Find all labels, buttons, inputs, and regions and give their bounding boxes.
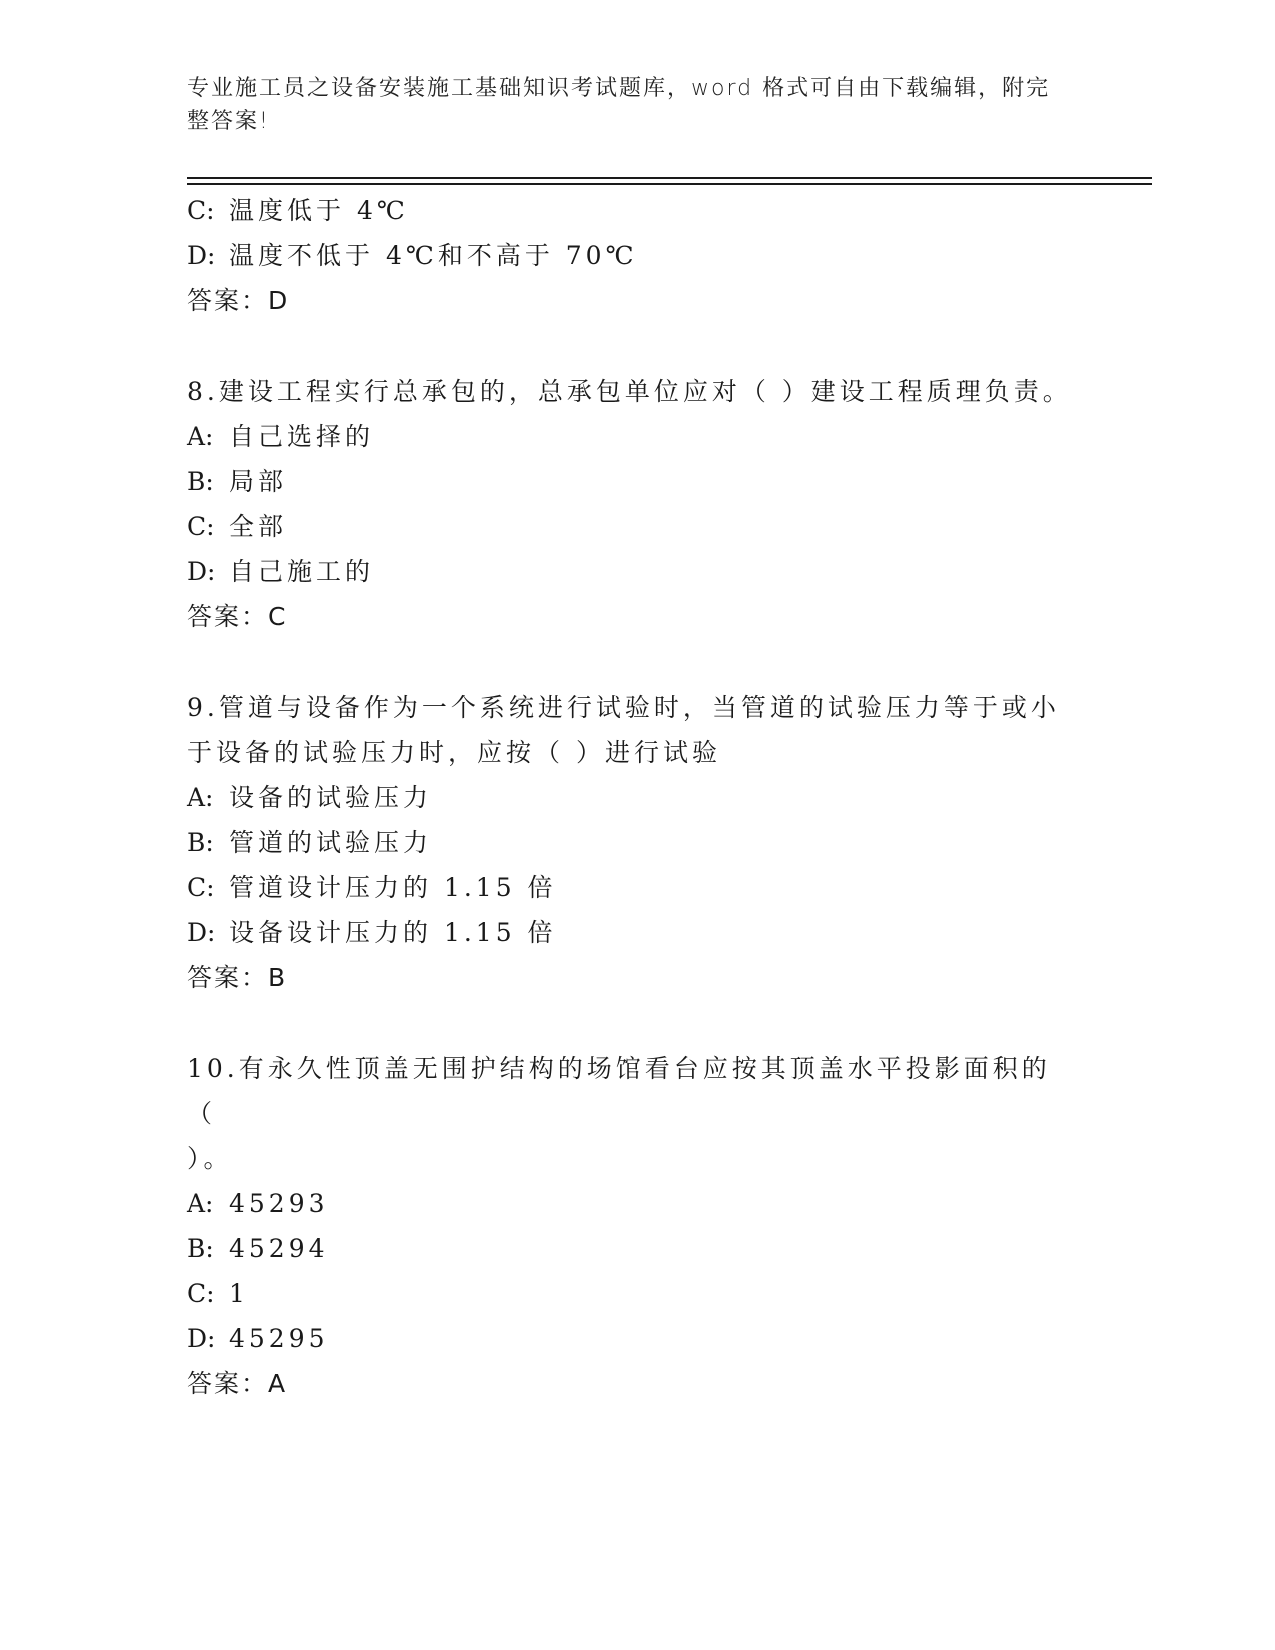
answer-line: 答案：B — [187, 963, 288, 992]
option-c — [187, 865, 1087, 910]
option-text: 45293 — [229, 1189, 329, 1218]
option-c — [187, 504, 1087, 549]
header-line-1: 专业施工员之设备安装施工基础知识考试题库，word 格式可自由下载编辑，附完 — [187, 76, 1051, 101]
option-letter: A: — [187, 422, 214, 451]
question-stem-line-1: 9.管道与设备作为一个系统进行试验时，当管道的试验压力等于或小 — [187, 693, 1060, 722]
question-stem-line-1: 10.有永久性顶盖无围护结构的场馆看台应按其顶盖水平投影面积的（ — [187, 1054, 1051, 1128]
option-text: 设备的试验压力 — [229, 783, 433, 812]
option-text: 全部 — [229, 512, 288, 541]
option-d — [187, 549, 1087, 594]
option-text: 温度低于 4℃ — [229, 196, 409, 225]
option-letter: C: — [187, 1279, 215, 1308]
option-text: 管道设计压力的 1.15 倍 — [229, 873, 557, 902]
answer-line: 答案：C — [187, 602, 288, 631]
answer-line: 答案：D — [187, 286, 290, 315]
header-divider-bottom — [187, 183, 1152, 185]
option-b — [187, 820, 1087, 865]
option-d — [187, 233, 1087, 278]
question-10 — [187, 1046, 1087, 1406]
option-letter: C: — [187, 196, 215, 225]
option-a — [187, 775, 1087, 820]
option-b — [187, 459, 1087, 504]
option-text: 1 — [229, 1279, 249, 1308]
option-text: 45294 — [229, 1234, 329, 1263]
question-9 — [187, 685, 1087, 1000]
option-c — [187, 188, 1087, 233]
option-text: 局部 — [229, 467, 288, 496]
option-text: 设备设计压力的 1.15 倍 — [229, 918, 557, 947]
option-letter: D: — [187, 918, 216, 947]
document-header — [187, 72, 1067, 138]
option-letter: D: — [187, 557, 216, 586]
option-a — [187, 1181, 1087, 1226]
question-7-tail — [187, 188, 1087, 323]
option-text: 管道的试验压力 — [229, 828, 433, 857]
question-8 — [187, 369, 1087, 639]
option-c — [187, 1271, 1087, 1316]
option-text: 自己选择的 — [229, 422, 375, 451]
option-letter: B: — [187, 828, 214, 857]
answer-line: 答案：A — [187, 1369, 288, 1398]
option-letter: D: — [187, 241, 216, 270]
option-text: 自己施工的 — [229, 557, 375, 586]
option-letter: C: — [187, 873, 215, 902]
option-letter: B: — [187, 1234, 214, 1263]
header-line-2: 整答案! — [187, 109, 270, 134]
question-stem-line-2: ）。 — [187, 1144, 233, 1173]
option-letter: A: — [187, 1189, 214, 1218]
option-d — [187, 910, 1087, 955]
header-divider-top — [187, 177, 1152, 179]
option-letter: B: — [187, 467, 214, 496]
option-a — [187, 414, 1087, 459]
option-text: 温度不低于 4℃和不高于 70℃ — [229, 241, 638, 270]
question-stem-line-2: 于设备的试验压力时，应按（ ）进行试验 — [187, 738, 721, 767]
question-list — [187, 188, 1087, 1406]
option-letter: D: — [187, 1324, 216, 1353]
option-b — [187, 1226, 1087, 1271]
option-text: 45295 — [229, 1324, 329, 1353]
option-letter: A: — [187, 783, 214, 812]
option-d — [187, 1316, 1087, 1361]
question-stem: 8.建设工程实行总承包的，总承包单位应对（ ）建设工程质理负责。 — [187, 377, 1072, 406]
option-letter: C: — [187, 512, 215, 541]
